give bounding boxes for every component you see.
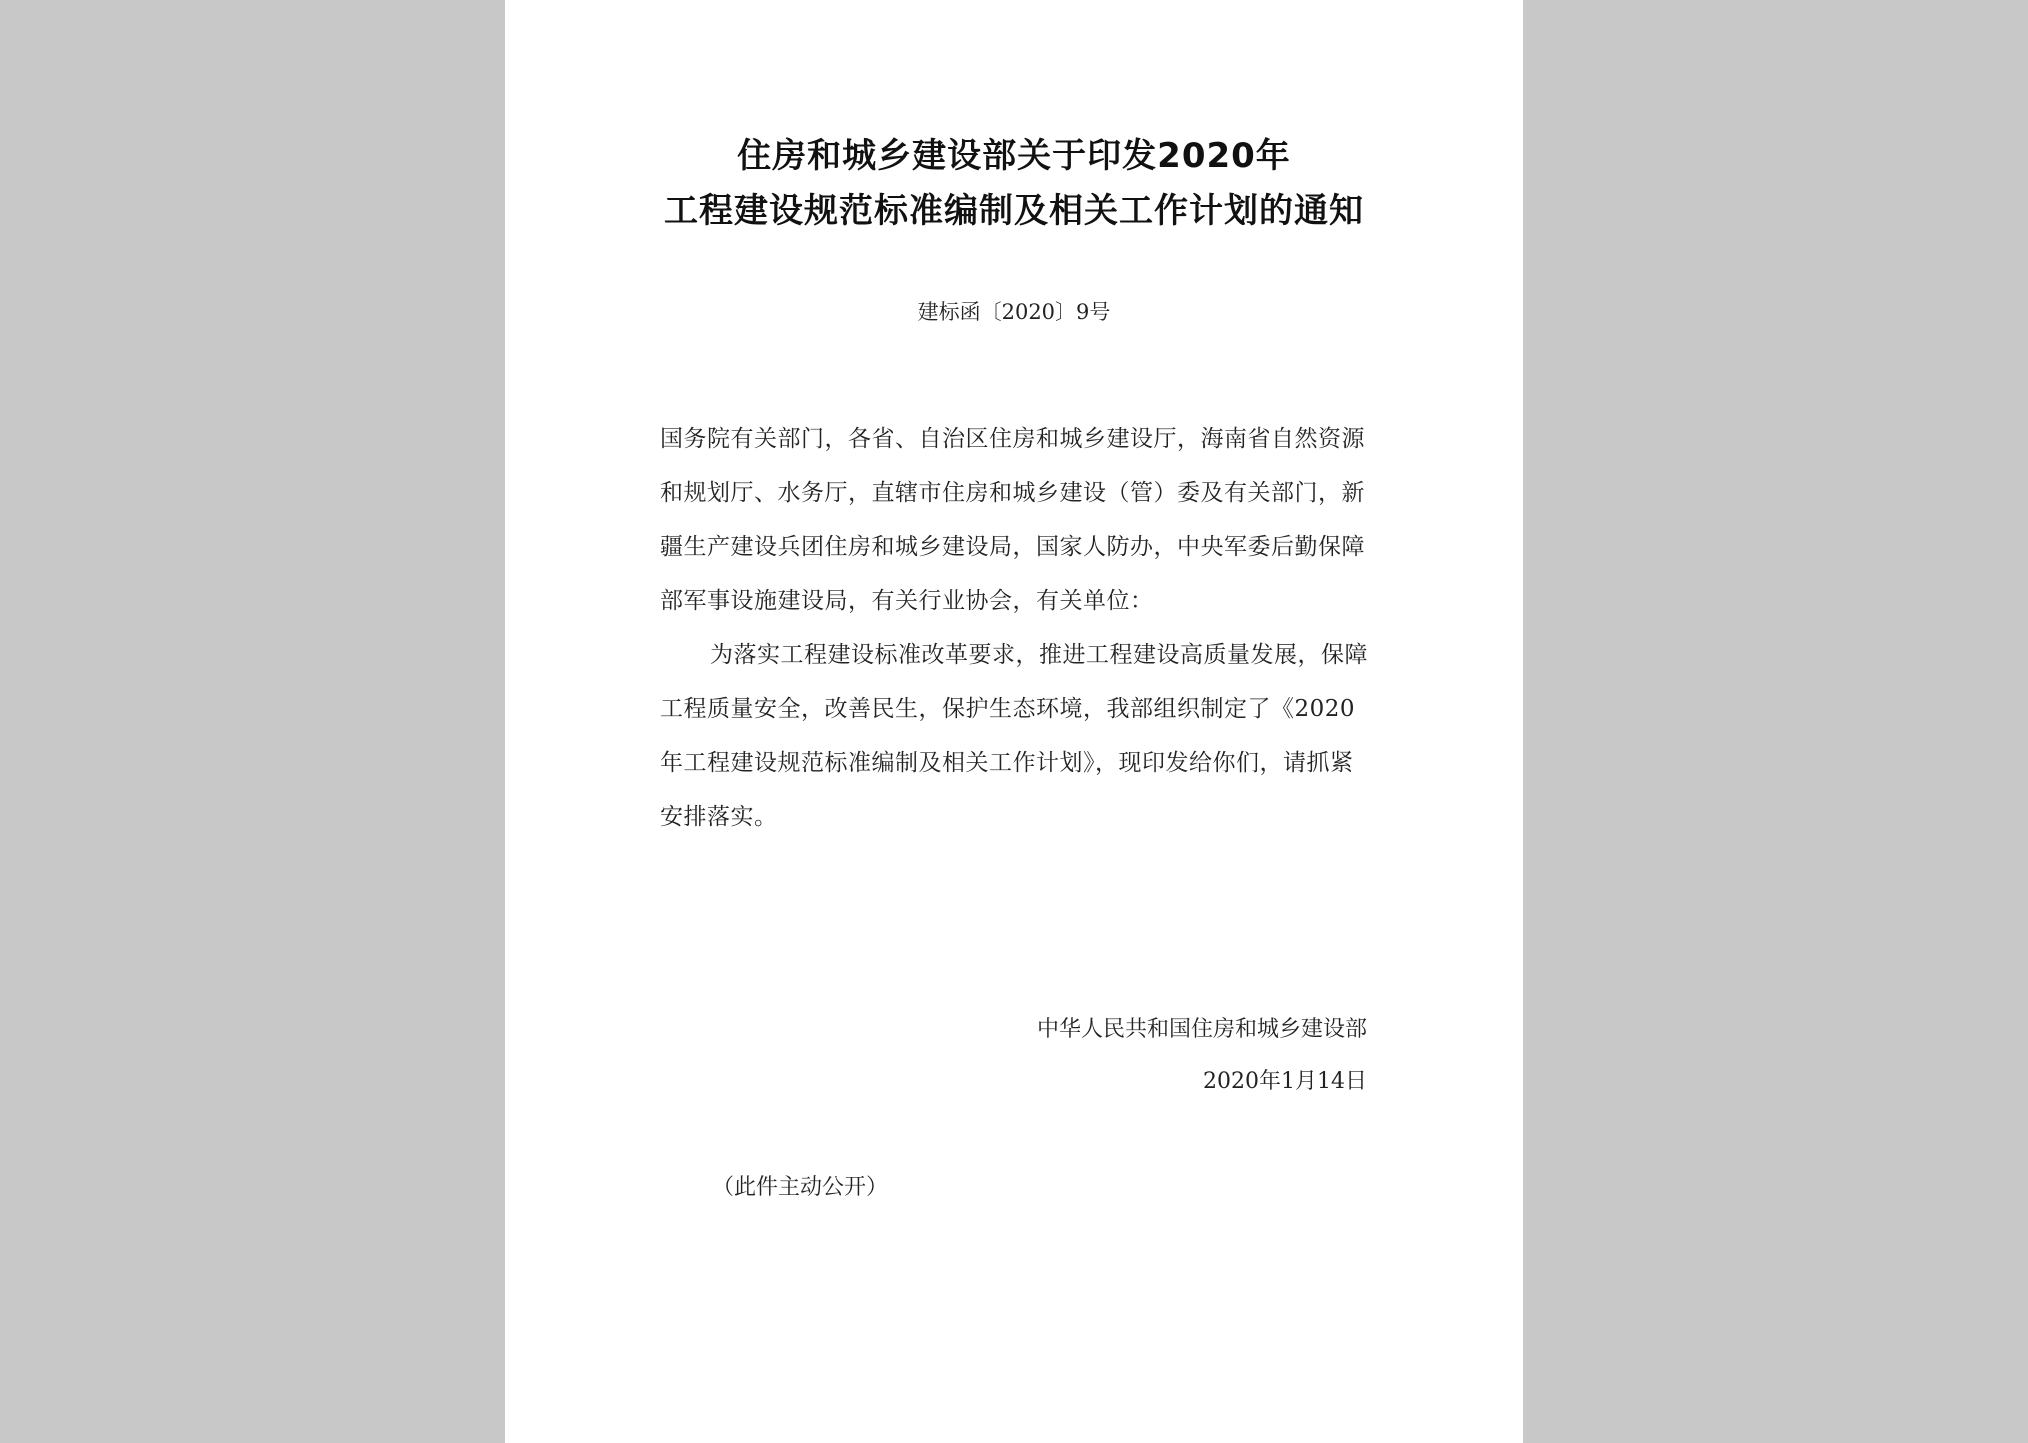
body-line: 部军事设施建设局，有关行业协会，有关单位： — [660, 588, 1154, 614]
signature-organization: 中华人民共和国住房和城乡建设部 — [1036, 1017, 1367, 1042]
body-line: 国务院有关部门，各省、自治区住房和城乡建设厅，海南省自然资源 — [660, 426, 1365, 452]
document-title-line-2: 工程建设规范标准编制及相关工作计划的通知 — [664, 191, 1364, 231]
body-line: 工程质量安全，改善民生，保护生态环境，我部组织制定了《2020 — [660, 696, 1356, 722]
body-line: 和规划厅、水务厅，直辖市住房和城乡建设（管）委及有关部门，新 — [660, 480, 1365, 506]
body-line: 疆生产建设兵团住房和城乡建设局，国家人防办，中央军委后勤保障 — [660, 534, 1365, 560]
document-title-line-1: 住房和城乡建设部关于印发2020年 — [737, 136, 1291, 176]
body-line: 为落实工程建设标准改革要求，推进工程建设高质量发展，保障 — [710, 642, 1368, 668]
disclosure-note: （此件主动公开） — [712, 1175, 889, 1200]
body-line: 安排落实。 — [660, 804, 778, 830]
document-page — [505, 0, 1523, 1443]
body-line: 年工程建设规范标准编制及相关工作计划》，现印发给你们，请抓紧 — [660, 750, 1354, 776]
signature-date: 2020年1月14日 — [1203, 1069, 1367, 1094]
document-number: 建标函〔2020〕9号 — [917, 300, 1111, 324]
